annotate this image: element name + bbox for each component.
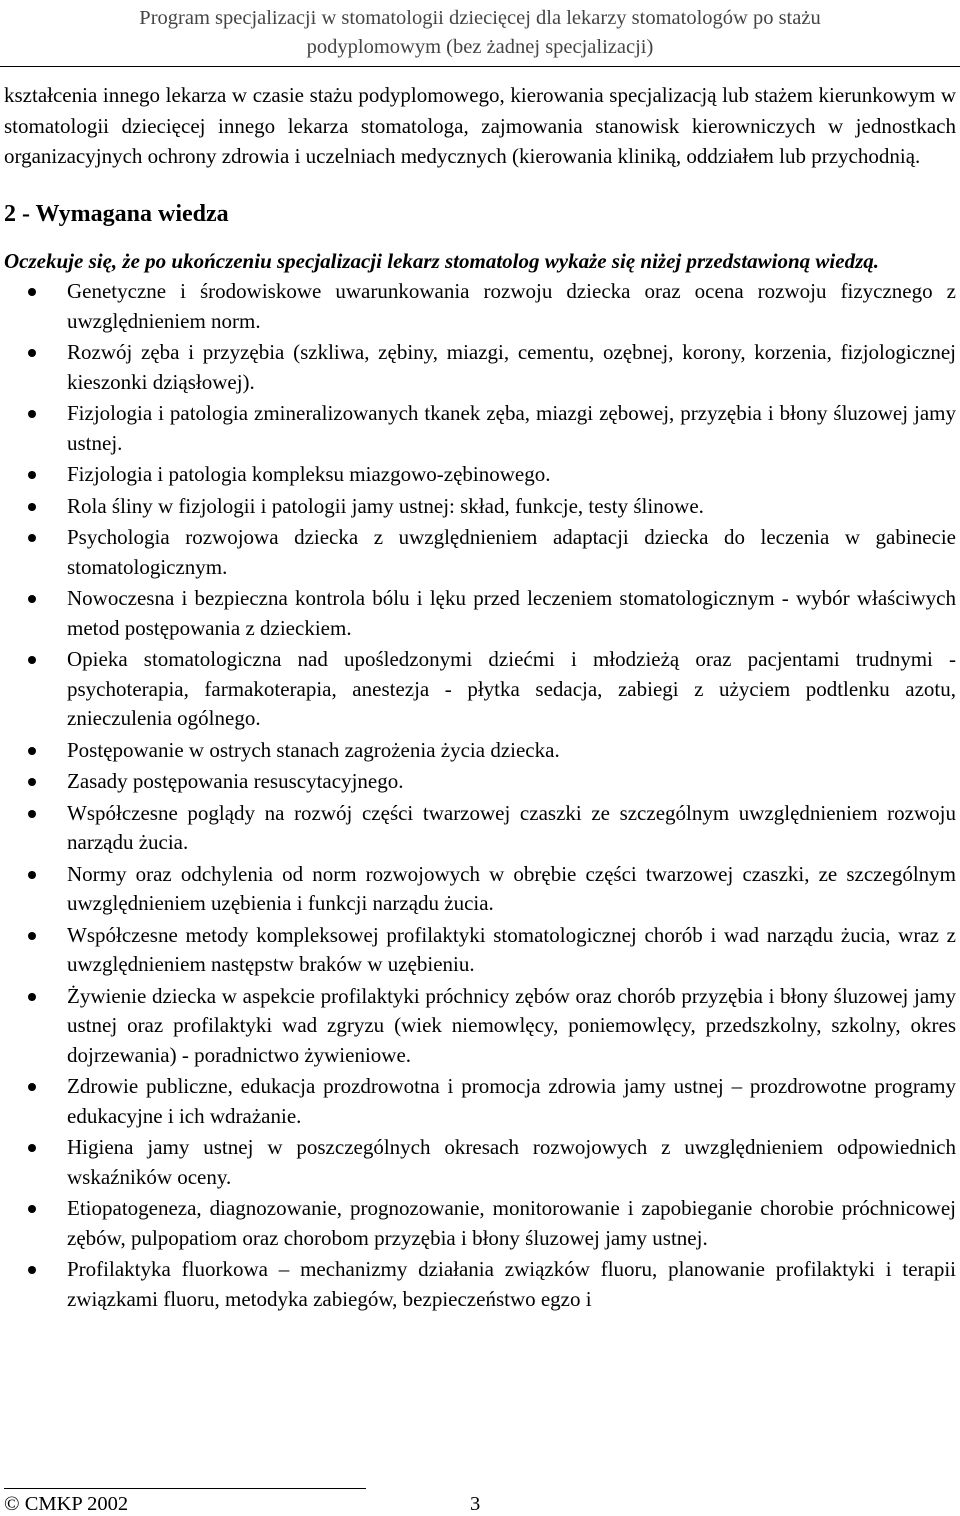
running-header-line-1: Program specjalizacji w stomatologii dziecięcej dla lekarzy stomatologów po stażu [139,7,821,29]
list-item-text: Psychologia rozwojowa dziecka z uwzględnieniem adaptacji dziecka do leczenia w gabinecie stomatologicznym. [67,525,956,579]
list-item-text: Opieka stomatologiczna nad upośledzonymi dziećmi i młodzieżą oraz pacjentami trudnymi - psychoterapia, farmakoterapia, anestezja - płytka sedacja, zabiegi z użyciem podtlenku azotu, znieczulenia ogólnego. [67,647,956,730]
bullet-icon [28,778,36,786]
list-item-text: Żywienie dziecka w aspekcie profilaktyki próchnicy zębów oraz chorób przyzębia i błony śluzowej jamy ustnej oraz profilaktyki wad zgryzu (wiek niemowlęcy, poniemowlęcy, przedszkolny, szkolny, okres dojrzewania) - poradnictwo żywieniowe. [67,983,956,1067]
section-heading: 2 - Wymagana wiedza [4,200,229,227]
bullet-icon [28,503,36,511]
list-item [4,1194,956,1253]
list-item [4,338,956,397]
page-content [4,80,956,1316]
list-item-text: Profilaktyka fluorkowa – mechanizmy działania związków fluoru, planowanie profilaktyki i terapii związkami fluoru, metodyka zabiegów, bezpieczeństwo egzo i [67,1257,956,1311]
list-item [4,982,956,1071]
footer-copyright: © CMKP 2002 [4,1493,129,1515]
bullet-icon [28,932,36,940]
list-item [4,584,956,643]
page-number: 3 [470,1493,481,1515]
list-item-text: Fizjologia i patologia kompleksu miazgowo-zębinowego. [67,462,551,486]
list-item [4,460,956,490]
list-item [4,1133,956,1192]
bullet-icon [28,993,36,1001]
running-header [0,4,960,62]
bullet-icon [28,534,36,542]
bullet-icon [28,810,36,818]
bullet-icon [28,595,36,603]
list-item-text: Fizjologia i patologia zmineralizowanych tkanek zęba, miazgi zębowej, przyzębia i błony śluzowej jamy ustnej. [67,401,956,455]
list-item [4,399,956,458]
list-item [4,921,956,980]
bullet-icon [28,471,36,479]
list-item [4,645,956,734]
list-item-text: Rola śliny w fizjologii i patologii jamy ustnej: skład, funkcje, testy ślinowe. [67,493,704,518]
knowledge-list [4,277,956,1314]
list-item-text: Etiopatogeneza, diagnozowanie, prognozowanie, monitorowanie i zapobieganie chorobie próchnicowej zębów, pulpopatiom oraz chorobom przyzębia i błony śluzowej jamy ustnej. [67,1196,956,1250]
list-item [4,767,956,797]
list-item-text: Postępowanie w ostrych stanach zagrożenia życia dziecka. [67,737,560,762]
section-lead: Oczekuje się, że po ukończeniu specjalizacji lekarz stomatolog wykaże się niżej przedstawioną wiedzą. [4,248,880,273]
list-item-text: Nowoczesna i bezpieczna kontrola bólu i lęku przed leczeniem stomatologicznym - wybór właściwych metod postępowania z dzieckiem. [67,586,956,640]
list-item [4,492,956,522]
bullet-icon [28,1205,36,1213]
list-item-text: Zasady postępowania resuscytacyjnego. [67,769,404,793]
bullet-icon [28,349,36,357]
bullet-icon [28,1083,36,1091]
list-item [4,523,956,582]
list-item [4,860,956,919]
bullet-icon [28,871,36,879]
list-item [4,1255,956,1314]
header-divider [0,66,960,67]
list-item [4,736,956,766]
bullet-icon [28,288,36,296]
list-item-text: Rozwój zęba i przyzębia (szkliwa, zębiny, miazgi, cementu, ozębnej, korony, korzenia, fizjologicznej kieszonki dziąsłowej). [67,340,956,394]
list-item-text: Higiena jamy ustnej w poszczególnych okresach rozwojowych z uwzględnieniem odpowiednich wskaźników oceny. [67,1135,956,1189]
list-item-text: Genetyczne i środowiskowe uwarunkowania rozwoju dziecka oraz ocena rozwoju fizycznego z uwzględnieniem norm. [67,279,956,333]
running-header-line-2: podyplomowym (bez żadnej specjalizacji) [306,36,654,58]
list-item-text: Normy oraz odchylenia od norm rozwojowych w obrębie części twarzowej czaszki, ze szczególnym uwzględnieniem uzębienia i funkcji narządu żucia. [67,861,956,915]
bullet-icon [28,410,36,418]
list-item-text: Zdrowie publiczne, edukacja prozdrowotna i promocja zdrowia jamy ustnej – prozdrowotne programy edukacyjne i ich wdrażanie. [67,1074,956,1128]
intro-paragraph: kształcenia innego lekarza w czasie stażu podyplomowego, kierowania specjalizacją lub stażem kierunkowym w stomatologii dziecięcej innego lekarza stomatologa, zajmowania stanowisk kierowniczych w jednostkach organizacyjnych ochrony zdrowia i uczelniach medycznych (kierowania kliniką, oddziałem lub przychodnią. [4,83,956,168]
list-item [4,277,956,336]
bullet-icon [28,1144,36,1152]
list-item [4,1072,956,1131]
list-item-text: Współczesne poglądy na rozwój części twarzowej czaszki ze szczególnym uwzględnieniem rozwoju narządu żucia. [67,800,956,854]
footer-divider [4,1488,366,1489]
list-item-text: Współczesne metody kompleksowej profilaktyki stomatologicznej chorób i wad narządu żucia, wraz z uwzględnieniem następstw braków w uzębieniu. [67,922,956,976]
bullet-icon [28,1266,36,1274]
bullet-icon [28,747,36,755]
list-item [4,799,956,858]
bullet-icon [28,656,36,664]
